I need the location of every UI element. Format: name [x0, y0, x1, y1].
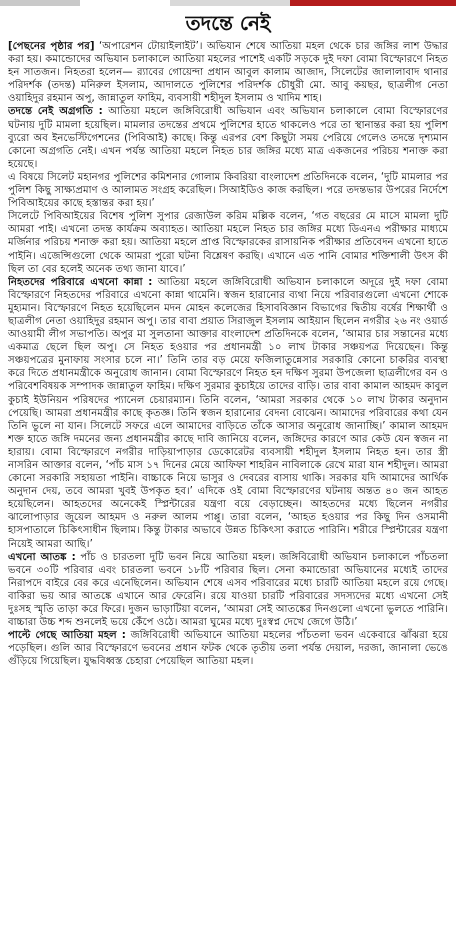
paragraph-text: জঙ্গিবিরোধী অভিযানে আতিয়া মহলের পাঁচতলা ভবন একেবারে ঝাঁঝরা হয়ে পড়েছিল। গুলি আর বিস্ফোরণে ভবনের প্রধান ফটক থেকে তৃতীয় তলা পর্যন্ত দেয়াল, দরজা, জানালা ভেঙে গুঁড়িয়ে গিয়েছিল। যুদ্ধবিধ্বস্ত চেহারা পেয়েছিল আতিয়া মহল।: [8, 630, 448, 668]
paragraph-pbi: [8, 210, 448, 275]
paragraph-commissioner: [8, 171, 448, 210]
headline: তদন্তে নেই: [185, 11, 271, 35]
paragraph-lead: তদন্তে নেই অগ্রগতি :: [8, 106, 103, 118]
top-rule-red: [290, 0, 456, 6]
paragraph-intro: [8, 40, 448, 105]
paragraph-text: ‘অপারেশন টোয়াইলাইট’। অভিযান শেষে আতিয়া মহল থেকে চার জঙ্গির লাশ উদ্ধার করা হয়। কমান্ডোদের অভিযান চলাকালে আতিয়া মহলের পাশেই একটি সড়কে দুই দফা বোমা বিস্ফোরণে নিহত হন সাতজন। নিহতরা হলেন— র‍্যাবের গোয়েন্দা প্রধান আবুল কালাম আজাদ, সিলেটের জালালাবাদ থানার পরিদর্শক (তদন্ত) মনিরুল ইসলাম, আদালতে পুলিশের পরিদর্শক চৌধুরী মো. আবু কয়ছর, ছাত্রলীগ নেতা ওয়াহিদুর রহমান অপু, জান্নাতুল ফাহিম, ব্যবসায়ী শহীদুল ইসলাম ও খাদিম শাহ।: [8, 41, 448, 105]
top-rule: [0, 0, 456, 6]
paragraph-lead: [পেছনের পৃষ্ঠার পর]: [8, 41, 95, 52]
paragraph-families: [8, 276, 448, 551]
paragraph-still-fear: [8, 551, 448, 630]
paragraph-text: এ বিষয়ে সিলেট মহানগর পুলিশের কমিশনার গোলাম কিবরিয়া বাংলাদেশ প্রতিদিনকে বলেন, ‘দুটি মামলার পর পুলিশ কিছু সাক্ষ্যপ্রমাণ ও আলামত সংগ্রহ করেছিল। সিআইডিও কাজ করছিল। পরে তদন্তভার উপরের নির্দেশে পিবিআইয়ের কাছে হস্তান্তর করা হয়।’: [8, 171, 448, 210]
paragraph-text: আতিয়া মহলে জঙ্গিবিরোধী অভিযান চলাকালে অদূরে দুই দফা বোমা বিস্ফোরণে নিহতদের পরিবারে এখনো কান্না থামেনি। স্বজন হারানোর ব্যথা নিয়ে পরিবারগুলো এখনো শোকে মুহ্যমান। বিস্ফোরণে নিহত হয়েছিলেন মদন মোহন কলেজের হিসাববিজ্ঞান বিভাগের দ্বিতীয় বর্ষের শিক্ষার্থী ও ছাত্রলীগ নেতা ওয়াহিদুর রহমান অপু। তার বাবা প্রয়াত সিরাজুল ইসলাম আইয়ান ছিলেন নগরীর ২৬ নং ওয়ার্ড আওয়ামী লীগ সভাপতি। অপুর মা সুলতানা আক্তার বাংলাদেশ প্রতিদিনকে বলেন, ‘আমার চার সন্তানের মধ্যে একমাত্র ছেলে ছিল অপু। সে নিহত হওয়ার পর প্রধানমন্ত্রী ১০ লাখ টাকার সঞ্চয়পত্র দিয়েছেন। কিন্তু সঞ্চয়পত্রের মুনাফায় সংসার চলে না।’ তিনি তার বড় মেয়ে ফজিলাতুন্নেসার সরকারি কোনো চাকরির ব্যবস্থা করে দিতে প্রধানমন্ত্রীকে অনুরোধ জানান। বোমা বিস্ফোরণে নিহত হন দক্ষিণ সুরমা উপজেলা ছাত্রলীগের বন ও পরিবেশবিষয়ক সম্পাদক জান্নাতুল ফাহিম। দক্ষিণ সুরমার কুচাইয়ে তাদের বাড়ি। তার বাবা কামাল আহমদ কাবুল কুচাই ইউনিয়ন পরিষদের প্যানেল চেয়ারম্যান। তিনি বলেন, ‘আমরা সরকার থেকে ১০ লাখ টাকার অনুদান পেয়েছি। আমরা প্রধানমন্ত্রীর কাছে কৃতজ্ঞ। তিনি স্বজন হারানোর বেদনা বোঝেন। আমাদের পরিবারের কথা যেন তিনি ভুলে না যান। সিলেটে সফরে এলে আমাদের বাড়িতে তাঁকে আসার অনুরোধ জানাচ্ছি।’ কামাল আহমদ শক্ত হাতে জঙ্গি দমনের জন্য প্রধানমন্ত্রীর কাছে দাবি জানিয়ে বলেন, জঙ্গিদের কারণে আর কেউ যেন স্বজন না হারায়। বোমা বিস্ফোরণে নগরীর দাড়িয়াপাড়ার ডেকোরেটর ব্যবসায়ী শহীদুল ইসলাম নিহত হন। তার স্ত্রী নাসরিন আক্তার বলেন, ‘পাঁচ মাস ১৭ দিনের মেয়ে আফিফা শাহরিন নাবিলাকে রেখে মারা যান শহীদুল। আমরা কোনো সরকারি সহায়তা পাইনি। বাচ্চাকে নিয়ে ভাসুর ও দেবরের বাসায় থাকি। সরকার যদি আমাদের আর্থিক অনুদান দেয়, তবে আমরা খুবই উপকৃত হব।’ এদিকে ওই বোমা বিস্ফোরণের ঘটনায় অন্তত ৪০ জন আহত হয়েছিলেন। আহতদের অনেকেই স্প্লিন্টারের যন্ত্রণা বয়ে বেড়াচ্ছেন। আহতদের মধ্যে ছিলেন নগরীর ঝালোপাড়ার জুয়েল আহমদ ও নরুল আলম পাপ্পু। তারা বলেন, ‘আহত হওয়ার পর কিছু দিন ওসমানী হাসপাতালে চিকিৎসাধীন ছিলাম। কিন্তু টাকার অভাবে উন্নত চিকিৎসা করাতে পারিনি। শরীরে স্প্লিন্টারের যন্ত্রণা নিয়েই আমরা আছি।’: [8, 276, 448, 550]
paragraph-lead: নিহতদের পরিবারে এখনো কান্না :: [8, 276, 153, 288]
article-body: [8, 40, 448, 924]
paragraph-text: আতিয়া মহলে জঙ্গিবিরোধী অভিযান এবং অভিযান চলাকালে বোমা বিস্ফোরণের ঘটনায় দুটি মামলা হয়েছিল। মামলার তদন্তের প্রথমে পুলিশের হাতে থাকলেও পরে তা স্থানান্তর করা হয় পুলিশ ব্যুরো অব ইনভেস্টিগেশনের (পিবিআই) কাছে। কিন্তু এরপর বেশ কিছুটা সময় পেরিয়ে গেলেও তদন্তে দৃশ্যমান কোনো অগ্রগতি নেই। এখন পর্যন্ত আতিয়া মহলে নিহত চার জঙ্গির মধ্যে মাত্র একজনের পরিচয় শনাক্ত করা হয়েছে।: [8, 106, 448, 170]
paragraph-changed: [8, 629, 448, 668]
paragraph-text: পাঁচ ও চারতলা দুটি ভবন নিয়ে আতিয়া মহল। জঙ্গিবিরোধী অভিযান চলাকালে পাঁচতলা ভবনে ৩০টি পরিবার এবং চারতলা ভবনে ১৮টি পরিবার ছিল। সেনা কমান্ডোরা অভিযানের মধ্যেই তাদের নিরাপদে বাইরে বের করে এনেছিলেন। অভিযান শেষে এসব পরিবারের মধ্যে চারটি আতিয়া মহলে রয়ে গেছে। বাকিরা ভয় আর আতঙ্কে এখানে আর ফেরেনি। রয়ে যাওয়া চারটি পরিবারের সদস্যদের মধ্যে এখনো সেই দুঃসহ স্মৃতি তাড়া করে ফিরে। দুজন ভাড়াটিয়া বলেন, ‘আমরা সেই আতঙ্কের দিনগুলো এখনো ভুলতে পারিনি। বাচ্চারা উচ্চ শব্দ শুনলেই ভয়ে কেঁপে ওঠে। আমরা ঘুমের মধ্যে দুঃস্বপ্ন দেখে জেগে উঠি।’: [8, 551, 448, 629]
paragraph-lead: পাল্টে গেছে আতিয়া মহল :: [8, 630, 126, 642]
top-rule-gap: [80, 0, 170, 6]
paragraph-no-progress: [8, 105, 448, 170]
paragraph-text: সিলেটে পিবিআইয়ের বিশেষ পুলিশ সুপার রেজাউল করিম মল্লিক বলেন, ‘গত বছরের মে মাসে মামলা দুটি আমরা পাই। এখনো তদন্ত কার্যক্রম অব্যাহত। আতিয়া মহলে নিহত চার জঙ্গির মধ্যে ডিএনএ পরীক্ষার মাধ্যমে মর্জিনার পরিচয় শনাক্ত করা হয়। আতিয়া মহলে প্রাপ্ত বিস্ফোরকের রাসায়নিক পরীক্ষার প্রতিবেদন এখনো হাতে পাইনি। এজেন্সিগুলো থেকে আমরা পুরো ঘটনা বিশ্লেষণ করছি। এখানে এত পানি বোমার শক্তিশালী উৎস কী ছিল তা বের হলেই অনেক তথ্য জানা যাবে।’: [8, 211, 448, 275]
paragraph-lead: এখনো আতঙ্ক :: [8, 551, 76, 563]
top-rule-gray: [0, 0, 80, 6]
top-rule-light: [170, 0, 290, 6]
